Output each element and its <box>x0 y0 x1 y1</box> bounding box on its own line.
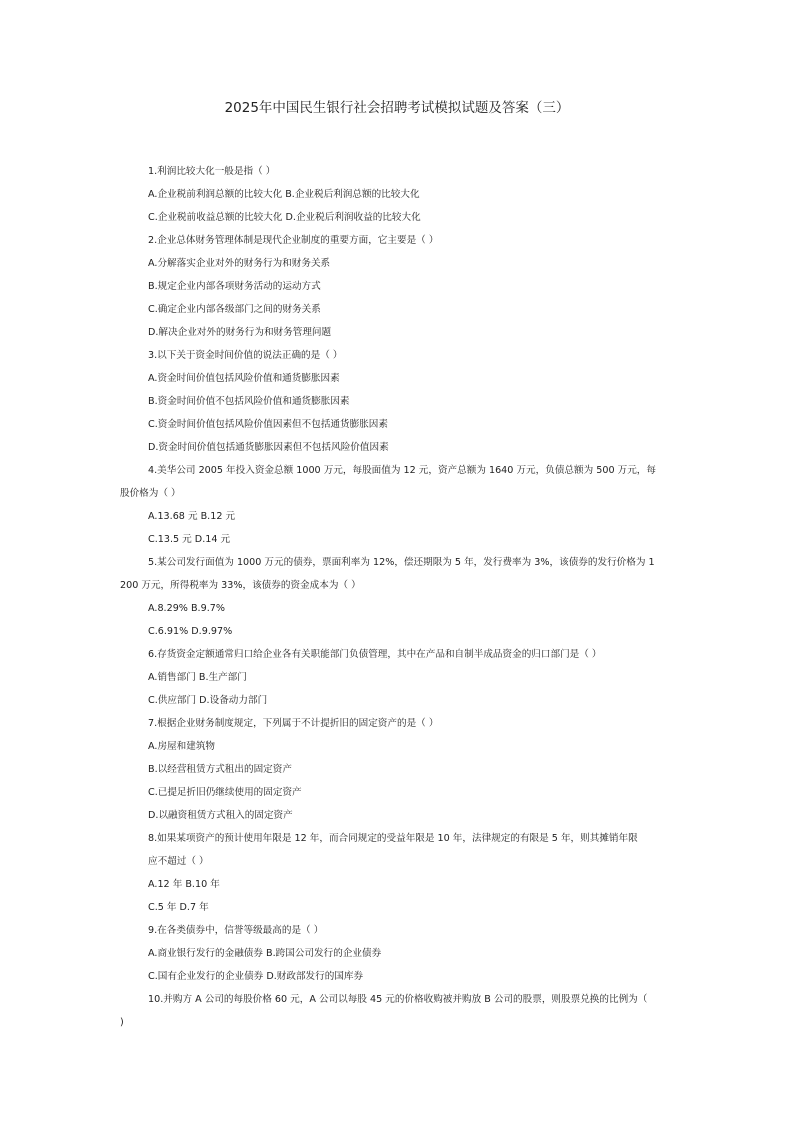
question-8: 8.如果某项资产的预计使用年限是 12 年，而合同规定的受益年限是 10 年，法律规定的有限是 5 年，则其摊销年限 <box>148 833 638 844</box>
question-7-option-b: B.以经营租赁方式租出的固定资产 <box>148 764 292 775</box>
question-8-options-ab: A.12 年 B.10 年 <box>148 879 220 890</box>
question-7-option-c: C.已提足折旧仍继续使用的固定资产 <box>148 787 302 798</box>
question-9-options-ab: A.商业银行发行的金融债券 B.跨国公司发行的企业债券 <box>148 948 382 959</box>
question-7-option-a: A.房屋和建筑物 <box>148 741 216 752</box>
question-7-option-d: D.以融资租赁方式租入的固定资产 <box>148 810 293 821</box>
question-9-options-cd: C.国有企业发行的企业债券 D.财政部发行的国库券 <box>148 971 364 982</box>
page-title: 2025年中国民生银行社会招聘考试模拟试题及答案（三） <box>224 100 570 116</box>
question-3-option-c: C.资金时间价值包括风险价值因素但不包括通货膨胀因素 <box>148 419 388 430</box>
question-2: 2.企业总体财务管理体制是现代企业制度的重要方面，它主要是（ ） <box>148 235 439 246</box>
question-6-options-ab: A.销售部门 B.生产部门 <box>148 672 247 683</box>
question-1-options-cd: C.企业税前收益总额的比较大化 D.企业税后利润收益的比较大化 <box>148 212 421 223</box>
question-2-option-a: A.分解落实企业对外的财务行为和财务关系 <box>148 258 331 269</box>
question-3-option-a: A.资金时间价值包括风险价值和通货膨胀因素 <box>148 373 340 384</box>
question-8-options-cd: C.5 年 D.7 年 <box>148 902 209 913</box>
question-3-option-d: D.资金时间价值包括通货膨胀因素但不包括风险价值因素 <box>148 442 389 453</box>
question-5-continued: 200 万元，所得税率为 33%，该债券的资金成本为（ ） <box>120 580 361 591</box>
question-1-options-ab: A.企业税前利润总额的比较大化 B.企业税后利润总额的比较大化 <box>148 189 420 200</box>
question-3: 3.以下关于资金时间价值的说法正确的是（ ） <box>148 350 343 361</box>
question-5-options-cd: C.6.91% D.9.97% <box>148 626 233 637</box>
question-5-options-ab: A.8.29% B.9.7% <box>148 603 225 614</box>
question-9: 9.在各类债券中，信誉等级最高的是（ ） <box>148 925 324 936</box>
question-4: 4.美华公司 2005 年投入资金总额 1000 万元，每股面值为 12 元，资产总额为 1640 万元，负债总额为 500 万元，每 <box>148 465 656 476</box>
question-2-option-b: B.规定企业内部各项财务活动的运动方式 <box>148 281 321 292</box>
question-8-continued: 应不超过（ ） <box>148 856 209 867</box>
question-6-options-cd: C.供应部门 D.设备动力部门 <box>148 695 268 706</box>
question-4-options-cd: C.13.5 元 D.14 元 <box>148 534 231 545</box>
question-4-continued: 股价格为（ ） <box>120 488 181 499</box>
question-10: 10.并购方 A 公司的每股价格 60 元，A 公司以每股 45 元的价格收购被并购放 B 公司的股票，则股票兑换的比例为（ <box>148 994 648 1005</box>
question-5: 5.某公司发行面值为 1000 万元的债券，票面利率为 12%，偿还期限为 5 年，发行费率为 3%，该债券的发行价格为 1 <box>148 557 655 568</box>
question-2-option-c: C.确定企业内部各级部门之间的财务关系 <box>148 304 321 315</box>
question-2-option-d: D.解决企业对外的财务行为和财务管理问题 <box>148 327 332 338</box>
question-10-continued: ) <box>120 1017 124 1028</box>
question-7: 7.根据企业财务制度规定，下列属于不计提折旧的固定资产的是（ ） <box>148 718 439 729</box>
question-6: 6.存货资金定额通常归口给企业各有关职能部门负债管理，其中在产品和自制半成品资金的归口部门是（ ） <box>148 649 602 660</box>
question-3-option-b: B.资金时间价值不包括风险价值和通货膨胀因素 <box>148 396 350 407</box>
question-1: 1.利润比较大化一般是指（ ） <box>148 166 276 177</box>
question-4-options-ab: A.13.68 元 B.12 元 <box>148 511 236 522</box>
